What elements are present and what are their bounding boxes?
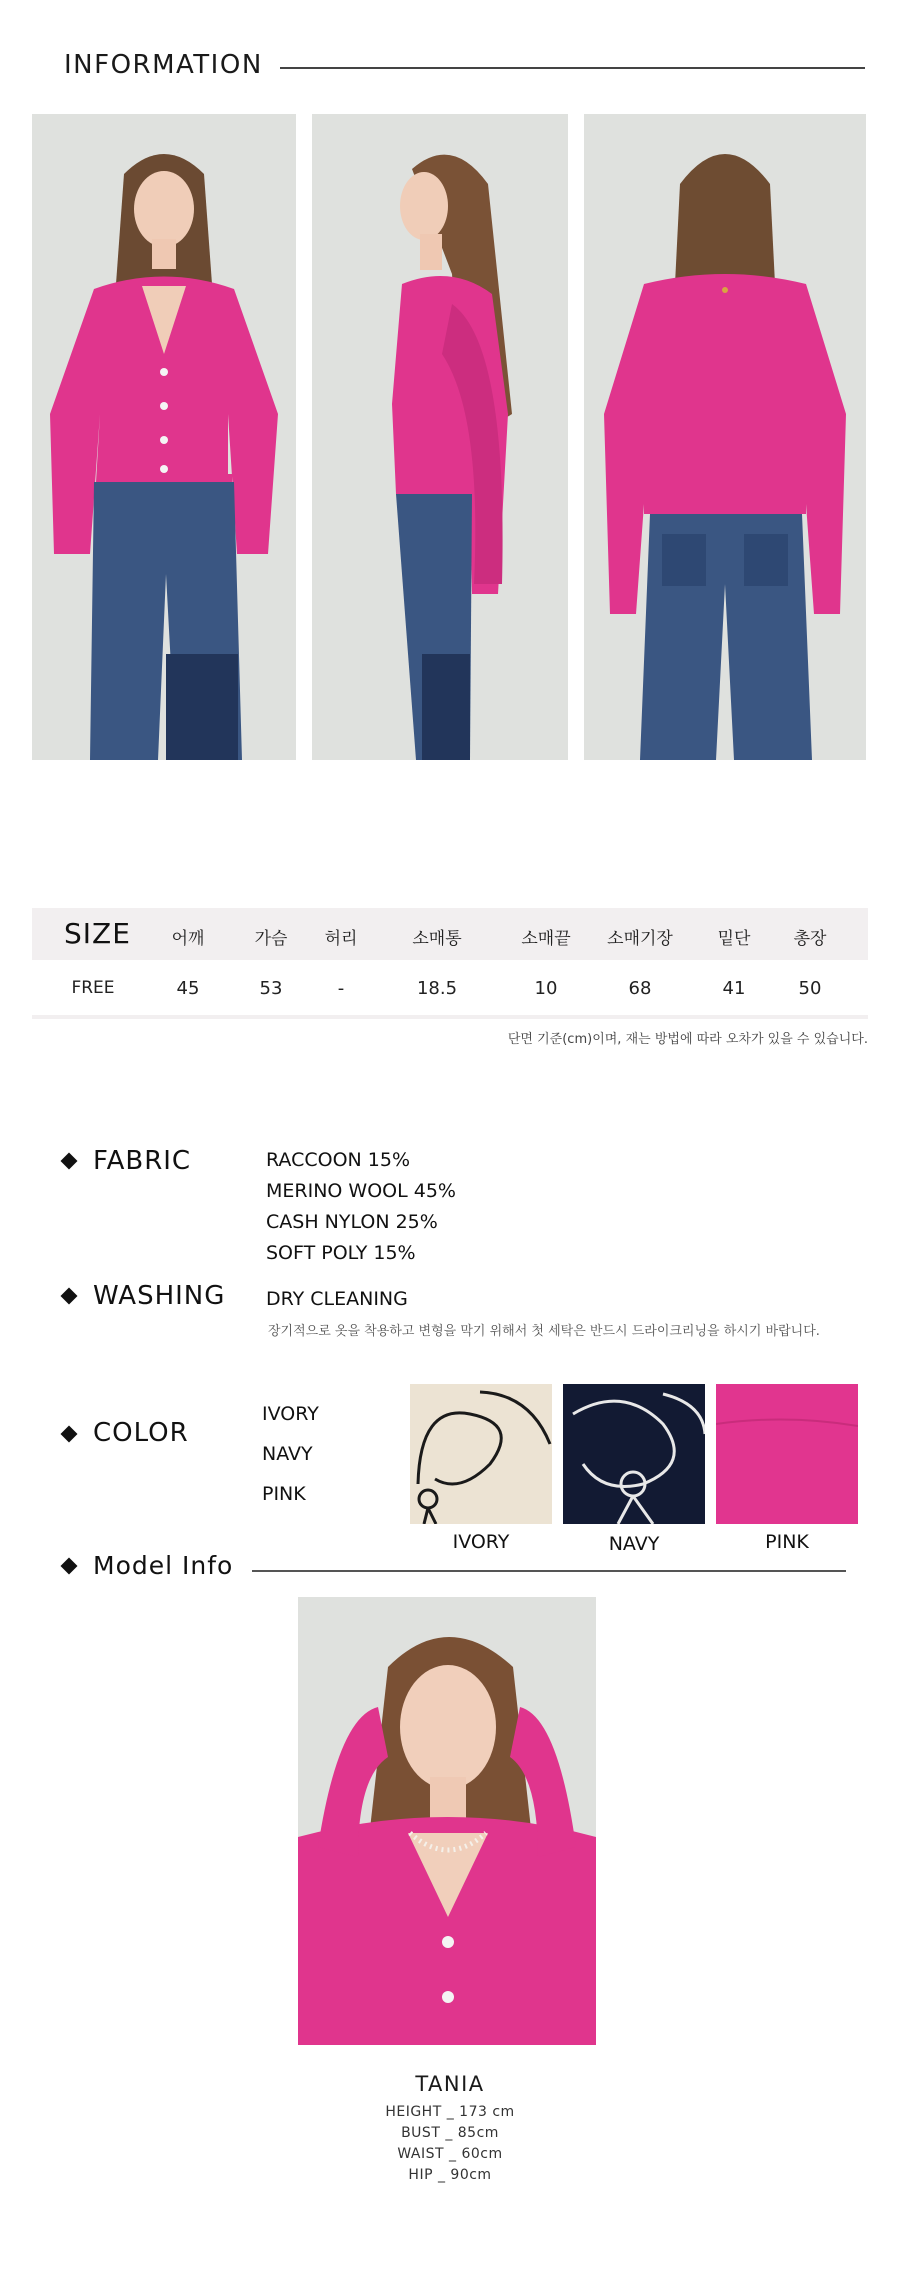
product-photo-front [32,114,296,760]
washing-note: 장기적으로 옷을 착용하고 변형을 막기 위해서 첫 세탁은 반드시 드라이크리닝을 하시기 바랍니다. [268,1324,820,1339]
color-option: IVORY [262,1403,319,1425]
fabric-line: RACCOON 15% [266,1149,411,1171]
fabric-line: SOFT POLY 15% [266,1242,416,1264]
swatch-label-navy: NAVY [608,1533,660,1555]
swatch-navy [563,1384,705,1524]
swatch-pink [716,1384,858,1524]
size-value: 45 [176,978,200,999]
size-value: 41 [722,978,746,999]
product-photo-side [312,114,568,760]
size-value: - [337,978,345,999]
model-name: TANIA [415,2072,485,2096]
swatch-label-pink: PINK [765,1531,809,1553]
size-row-free: FREE [71,978,115,998]
size-value: 10 [534,978,558,999]
diamond-bullet-icon [61,1426,78,1443]
fabric-title: FABRIC [93,1146,192,1176]
size-col-sleeve-length: 소매기장 [607,929,673,949]
model-info-divider [252,1570,846,1572]
size-note: 단면 기준(cm)이며, 재는 방법에 따라 오차가 있을 수 있습니다. [507,1032,868,1047]
information-title: INFORMATION [64,50,263,80]
size-value: 53 [259,978,283,999]
size-col-chest: 가슴 [254,929,288,949]
swatch-label-ivory: IVORY [452,1531,510,1553]
title-divider [280,67,865,69]
washing-title: WASHING [93,1281,226,1311]
model-photo [298,1597,596,2045]
model-info-title: Model Info [93,1551,234,1580]
size-label: SIZE [64,917,131,950]
diamond-bullet-icon [61,1153,78,1170]
size-value: 68 [628,978,652,999]
model-stat-hip: HIP _ 90cm [408,2167,492,2183]
fabric-line: CASH NYLON 25% [266,1211,438,1233]
size-col-sleeve-width: 소매통 [412,929,462,949]
size-table-divider [32,1015,868,1019]
fabric-line: MERINO WOOL 45% [266,1180,456,1202]
color-option: PINK [262,1483,306,1505]
size-value: 50 [798,978,822,999]
color-option: NAVY [262,1443,313,1465]
model-stat-bust: BUST _ 85cm [401,2125,499,2141]
model-stat-waist: WAIST _ 60cm [397,2146,503,2162]
size-col-cuff: 소매끝 [521,929,571,949]
product-photo-back [584,114,866,760]
color-title: COLOR [93,1418,189,1448]
size-col-total-length: 총장 [793,929,827,949]
diamond-bullet-icon [61,1558,78,1575]
size-col-hem: 밑단 [717,929,751,949]
diamond-bullet-icon [61,1288,78,1305]
size-value: 18.5 [416,978,458,999]
size-col-shoulder: 어깨 [171,929,205,949]
swatch-ivory [410,1384,552,1524]
size-col-waist: 허리 [324,929,358,949]
washing-method: DRY CLEANING [266,1288,408,1310]
model-stat-height: HEIGHT _ 173 cm [385,2104,515,2120]
